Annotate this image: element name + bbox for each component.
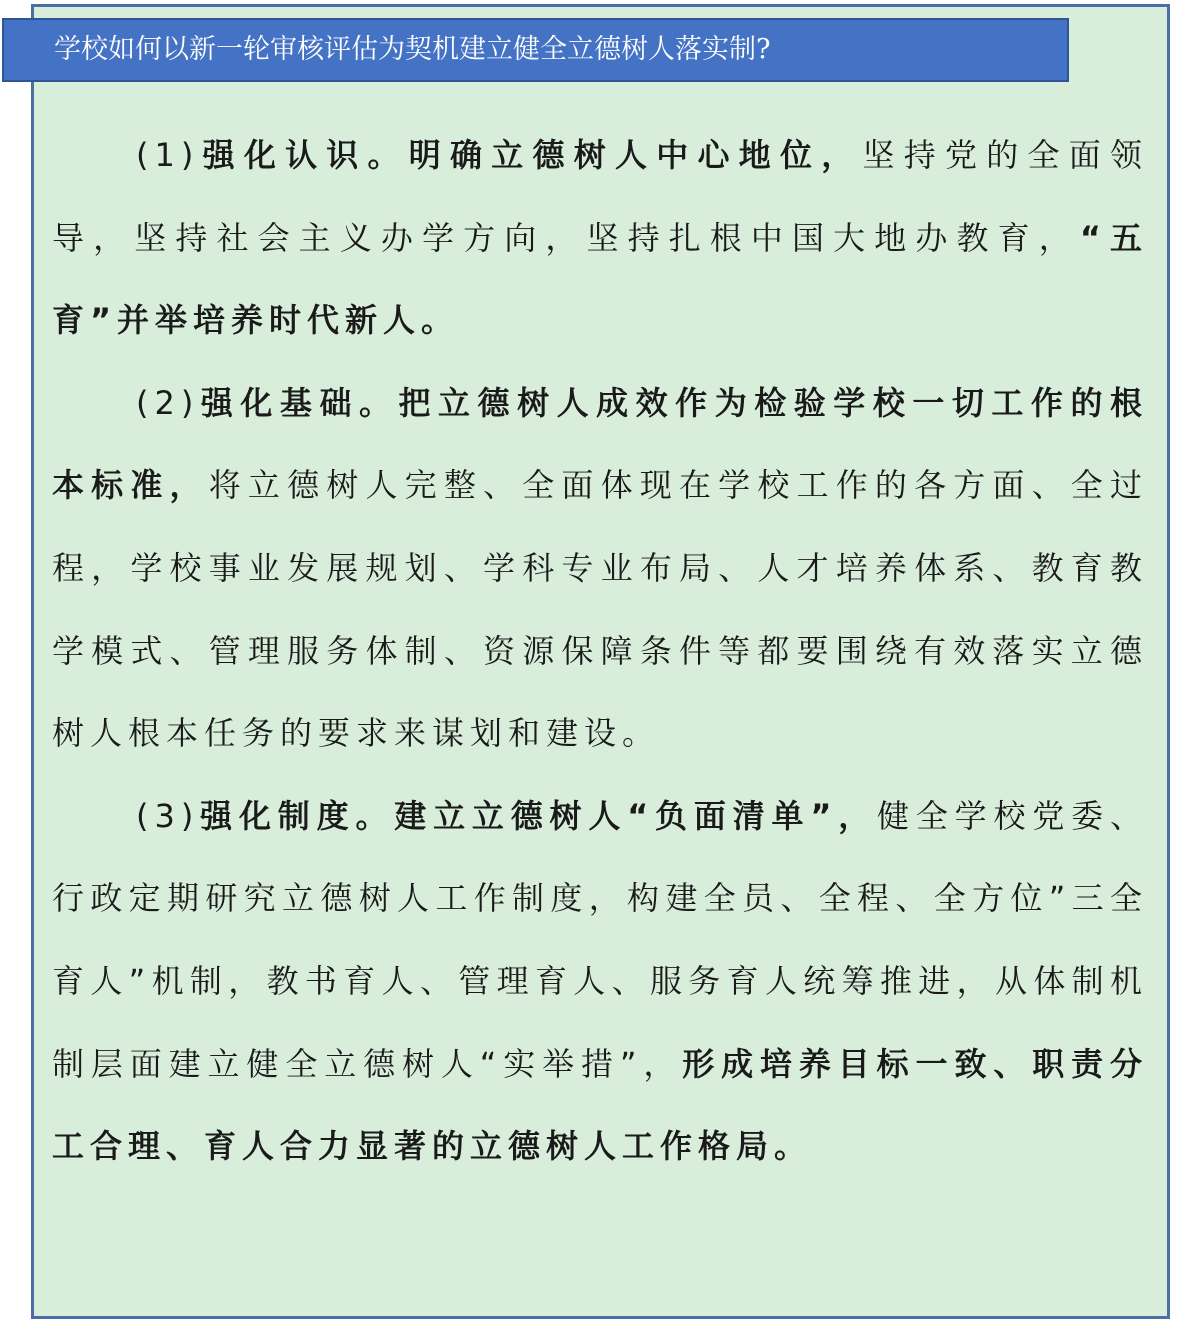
paragraph-number: (1) [136,136,200,174]
question-title: 学校如何以新一轮审核评估为契机建立健全立德树人落实制? [2,18,1069,82]
paragraph-1 [52,114,1148,362]
paragraph-2 [52,362,1148,775]
body-text: 坚持党的全面领导，坚持社会主义办学方向，坚持扎根中国大地办教育， [52,136,1148,257]
bold-lead: 强化认识。明确立德树人中心地位， [199,136,863,174]
paragraph-number: (2) [136,383,200,422]
body-text: 健全学校党委、行政定期研究立德树人工作制度，构建全员、全程、全方位”三全育人”机制，教书育人、管理育人、服务育人统筹推进，从体制机制层面建立健全立德树人“实举措”， [52,796,1148,1083]
paragraph-number: (3) [136,796,200,835]
answer-body [52,114,1148,1188]
body-text: 将立德树人完整、全面体现在学校工作的各方面、全过程，学校事业发展规划、学科专业布局、人才培养体系、教育教学模式、管理服务体制、资源保障条件等都要围绕有效落实立德树人根本任务的要求来谋划和建设。 [52,466,1148,753]
paragraph-3 [52,775,1148,1188]
bold-tail: “五育”并举培养时代新人。 [52,218,1148,340]
bold-tail: 形成培养目标一致、职责分工合理、育人合力显著的立德树人工作格局。 [52,1044,1148,1166]
bold-lead: 强化基础。把立德树人成效作为检验学校一切工作的根本标准， [52,383,1148,505]
bold-lead: 强化制度。建立立德树人“负面清单”， [199,796,878,835]
